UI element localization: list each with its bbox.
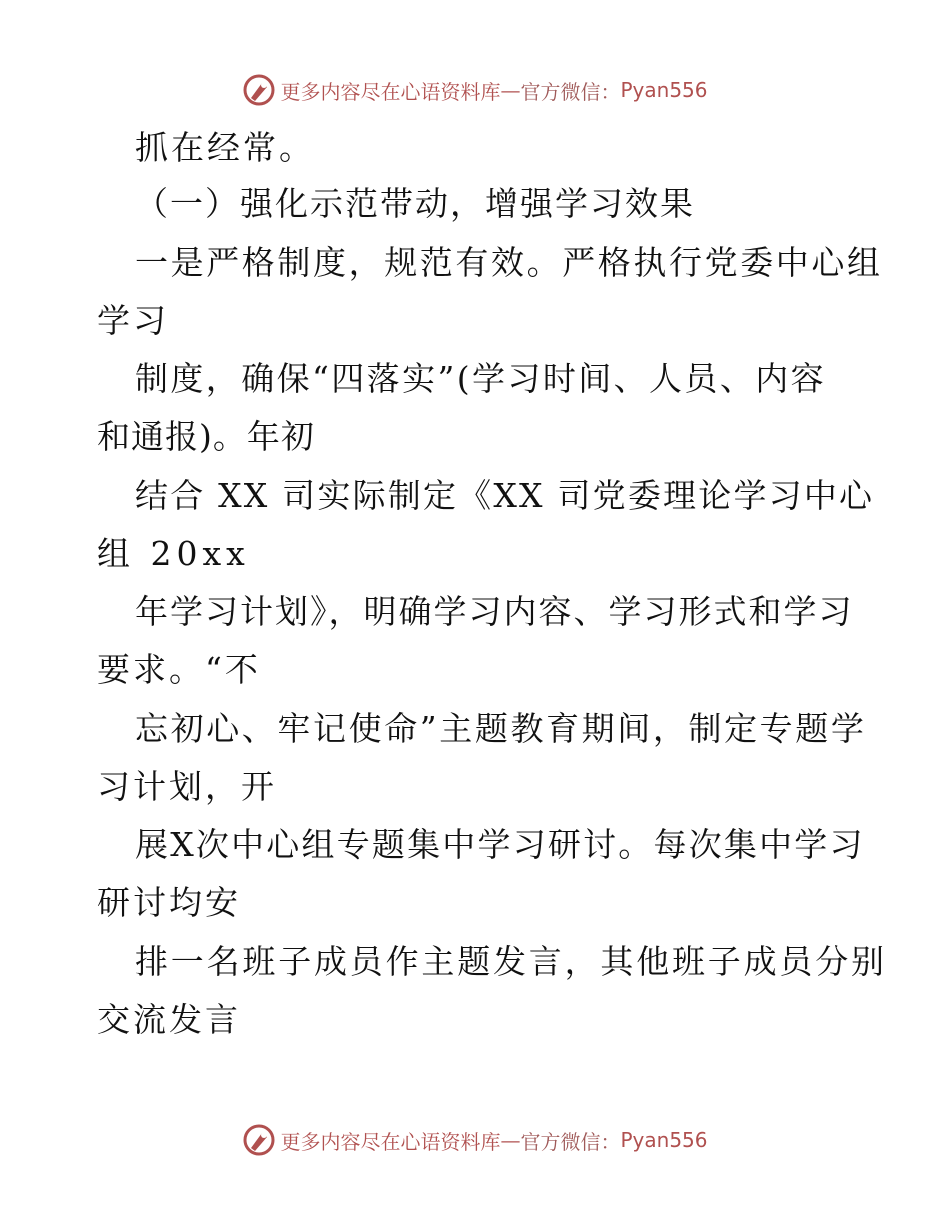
body-line: 和通报)。年初 [97, 417, 315, 456]
body-line: 组 20xx [97, 534, 250, 573]
footer-wechat-label: 官方微信： [520, 1129, 621, 1154]
header-wechat-id: Pyan556 [620, 78, 708, 102]
section-heading: （一）强化示范带动，增强学习效果 [135, 184, 695, 223]
body-line: 一是严格制度，规范有效。严格执行党委中心组 [135, 243, 883, 282]
header-site-text: 更多内容尽在心语资料库 [280, 79, 501, 104]
footer-watermark [0, 1120, 950, 1160]
body-line: 学习 [97, 301, 169, 340]
footer-wechat-id: Pyan556 [620, 1128, 708, 1152]
body-line: 研讨均安 [97, 883, 241, 922]
pen-nib-logo-icon [242, 73, 276, 107]
body-line: 忘初心、牢记使命”主题教育期间，制定专题学 [135, 709, 867, 748]
body-line: 年学习计划》，明确学习内容、学习形式和学习 [135, 592, 854, 631]
body-line: 排一名班子成员作主题发言，其他班子成员分别 [135, 942, 887, 981]
body-line: 结合 XX 司实际制定《XX 司党委理论学习中心 [135, 476, 875, 515]
body-line: 交流发言 [97, 1000, 241, 1039]
body-line: 习计划，开 [97, 767, 277, 806]
footer-dash: — [500, 1128, 521, 1152]
header-watermark [0, 70, 950, 110]
body-line: 要求。“不 [97, 650, 261, 689]
body-line: 制度，确保“四落实”(学习时间、人员、内容 [135, 359, 827, 398]
header-dash: — [500, 78, 521, 102]
body-line: 抓在经常。 [135, 128, 315, 167]
body-line: 展X次中心组专题集中学习研讨。每次集中学习 [135, 825, 865, 864]
pen-nib-logo-icon [242, 1123, 276, 1157]
header-wechat-label: 官方微信： [520, 79, 621, 104]
footer-site-text: 更多内容尽在心语资料库 [280, 1129, 501, 1154]
